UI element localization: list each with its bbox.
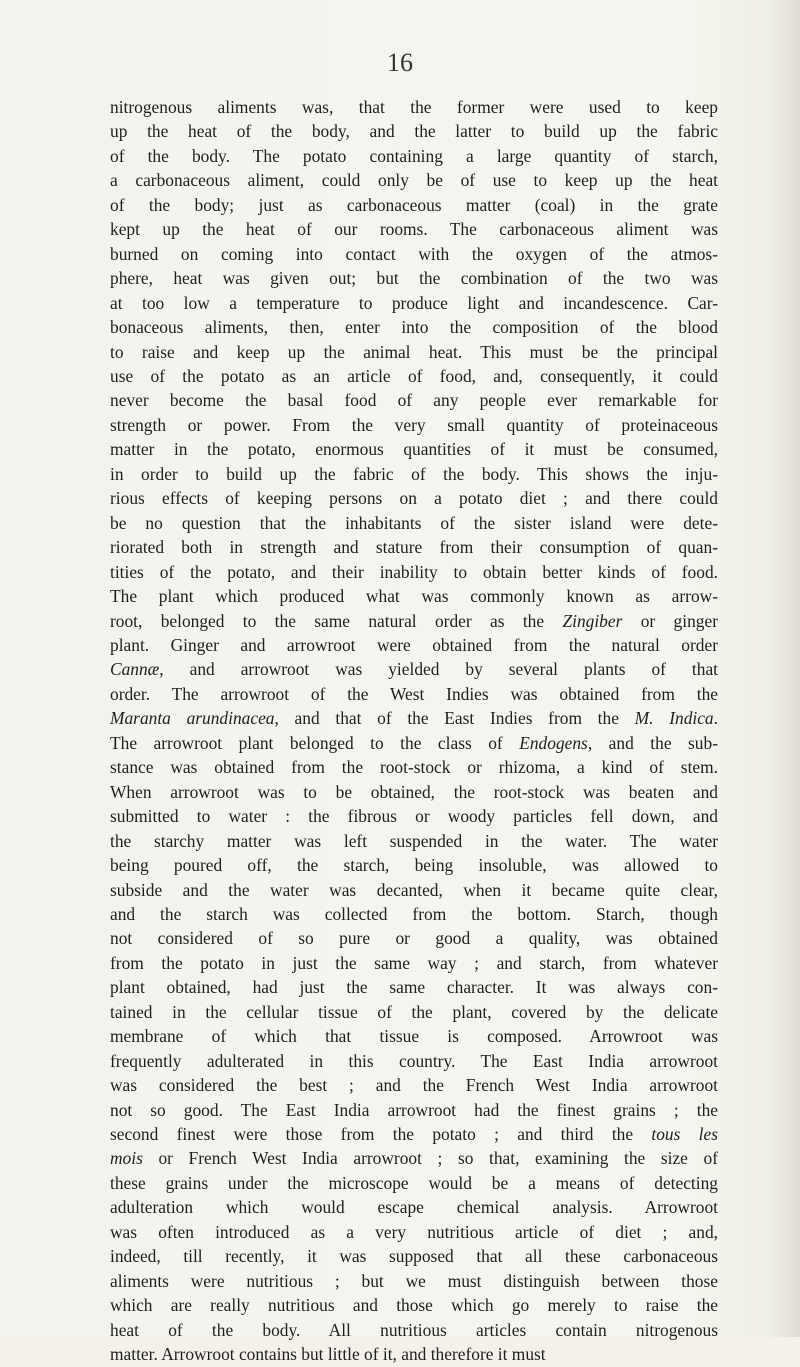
text-segment: these grains under the microscope would be a means of detecting	[110, 1172, 718, 1193]
text-line	[110, 119, 718, 143]
text-segment: be no question that the inhabitants of the sister island were dete-	[110, 512, 718, 533]
text-segment: in order to build up the fabric of the body. This shows the inju-	[110, 463, 718, 484]
text-segment: was considered the best ; and the French West India arrowroot	[110, 1075, 718, 1096]
text-segment: being poured off, the starch, being insoluble, was allowed to	[110, 855, 718, 876]
text-segment: phere, heat was given out; but the combination of the two was	[110, 268, 718, 289]
text-line	[110, 388, 718, 412]
text-line	[110, 193, 718, 217]
text-line	[110, 291, 718, 315]
text-line	[110, 266, 718, 290]
text-line	[110, 315, 718, 339]
text-segment: strength or power. From the very small quantity of proteinaceous	[110, 414, 718, 435]
text-segment: adulteration which would escape chemical analysis. Arrowroot	[110, 1197, 718, 1218]
text-line	[110, 560, 718, 584]
text-segment: tities of the potato, and their inability to obtain better kinds of food.	[110, 561, 718, 582]
text-line	[110, 853, 718, 877]
text-segment: submitted to water : the fibrous or woody particles fell down, and	[110, 806, 718, 827]
text-segment: riorated both in strength and stature from their consumption of quan-	[110, 537, 718, 558]
text-line	[110, 535, 718, 559]
text-line	[110, 486, 718, 510]
text-segment: , and that of the East Indies from the	[274, 708, 635, 729]
text-line	[110, 682, 718, 706]
text-line	[110, 975, 718, 999]
text-line	[110, 340, 718, 364]
text-segment: , and the sub-	[587, 732, 718, 753]
text-segment: root, belonged to the same natural order as the	[110, 610, 563, 631]
text-segment: matter in the potato, enormous quantities of it must be consumed,	[110, 439, 718, 460]
text-segment: or French West India arrowroot ; so that, examining the size of	[142, 1148, 718, 1169]
text-segment: plant. Ginger and arrowroot were obtained from the natural order	[110, 634, 718, 655]
text-segment: When arrowroot was to be obtained, the root-stock was beaten and	[110, 781, 718, 802]
text-segment: stance was obtained from the root-stock or rhizoma, a kind of stem.	[110, 757, 718, 778]
text-line	[110, 364, 718, 388]
text-segment: which are really nutritious and those which go merely to raise the	[110, 1295, 718, 1316]
text-line	[110, 926, 718, 950]
text-segment: The plant which produced what was commonly known as arrow-	[110, 586, 718, 607]
text-line	[110, 1318, 718, 1342]
text-segment: aliments were nutritious ; but we must distinguish between those	[110, 1270, 718, 1291]
text-segment: frequently adulterated in this country. The East India arrowroot	[110, 1050, 718, 1071]
text-line	[110, 144, 718, 168]
text-line	[110, 731, 718, 755]
text-line	[110, 1049, 718, 1073]
text-line	[110, 437, 718, 461]
text-segment: heat of the body. All nutritious articles contain nitrogenous	[110, 1319, 718, 1340]
text-line	[110, 1293, 718, 1317]
text-segment: was often introduced as a very nutritious article of diet ; and,	[110, 1221, 718, 1242]
text-segment: use of the potato as an article of food, and, consequently, it could	[110, 365, 718, 386]
text-segment: indeed, till recently, it was supposed that all these carbonaceous	[110, 1246, 718, 1267]
text-line	[110, 804, 718, 828]
italic-term: Maranta arundinacea	[110, 708, 275, 729]
text-line	[110, 609, 718, 633]
text-line	[110, 706, 718, 730]
text-line	[110, 217, 718, 241]
text-segment: tained in the cellular tissue of the plant, covered by the delicate	[110, 1001, 718, 1022]
body-text	[110, 95, 718, 1367]
text-line	[110, 1195, 718, 1219]
text-segment: up the heat of the body, and the latter to build up the fabric	[110, 121, 718, 142]
text-segment: .	[713, 708, 718, 729]
text-segment: or ginger	[622, 610, 718, 631]
text-segment: The arrowroot plant belonged to the class of	[110, 732, 520, 753]
text-segment: membrane of which that tissue is composed. Arrowroot was	[110, 1026, 718, 1047]
text-line	[110, 1342, 718, 1366]
text-line	[110, 413, 718, 437]
italic-term: Zingiber	[562, 610, 623, 631]
text-segment: never become the basal food of any people ever remarkable for	[110, 390, 718, 411]
text-segment: , and arrowroot was yielded by several plants of that	[159, 659, 718, 680]
text-line	[110, 657, 718, 681]
page-edge-shadow	[772, 0, 800, 1337]
italic-term: tous les	[651, 1124, 718, 1145]
text-line	[110, 242, 718, 266]
text-line	[110, 633, 718, 657]
text-line	[110, 1171, 718, 1195]
text-line	[110, 829, 718, 853]
text-segment: second finest were those from the potato ; and third the	[110, 1124, 652, 1145]
text-segment: burned on coming into contact with the oxygen of the atmos-	[110, 243, 718, 264]
text-segment: from the potato in just the same way ; and starch, from whatever	[110, 952, 718, 973]
text-line	[110, 168, 718, 192]
text-line	[110, 1000, 718, 1024]
text-line	[110, 1244, 718, 1268]
text-line	[110, 1122, 718, 1146]
text-line	[110, 95, 718, 119]
text-segment: and the starch was collected from the bottom. Starch, though	[110, 903, 718, 924]
text-segment: kept up the heat of our rooms. The carbonaceous aliment was	[110, 219, 718, 240]
text-segment: to raise and keep up the animal heat. This must be the principal	[110, 341, 718, 362]
text-segment: bonaceous aliments, then, enter into the composition of the blood	[110, 317, 718, 338]
italic-term: M. Indica	[634, 708, 714, 729]
text-segment: order. The arrowroot of the West Indies was obtained from the	[110, 683, 718, 704]
text-line	[110, 755, 718, 779]
text-line	[110, 1146, 718, 1170]
page-number: 16	[387, 48, 413, 77]
text-line	[110, 511, 718, 535]
text-line	[110, 1269, 718, 1293]
text-line	[110, 1024, 718, 1048]
text-line	[110, 1220, 718, 1244]
text-line	[110, 1073, 718, 1097]
text-segment: of the body; just as carbonaceous matter (coal) in the grate	[110, 194, 718, 215]
italic-term: Endogens	[519, 732, 588, 753]
text-line	[110, 951, 718, 975]
italic-term: Cannæ	[110, 659, 160, 680]
text-line	[110, 902, 718, 926]
text-segment: matter. Arrowroot contains but little of it, and therefore it must	[110, 1344, 546, 1365]
text-line	[110, 584, 718, 608]
text-segment: the starchy matter was left suspended in the water. The water	[110, 830, 718, 851]
text-segment: not so good. The East India arrowroot had the finest grains ; the	[110, 1099, 718, 1120]
italic-term: mois	[110, 1148, 143, 1169]
text-segment: subside and the water was decanted, when it became quite clear,	[110, 879, 718, 900]
text-line	[110, 1098, 718, 1122]
text-segment: rious effects of keeping persons on a potato diet ; and there could	[110, 488, 718, 509]
text-segment: nitrogenous aliments was, that the former were used to keep	[110, 97, 718, 117]
text-line	[110, 780, 718, 804]
text-segment: at too low a temperature to produce light and incandescence. Car-	[110, 292, 718, 313]
text-segment: not considered of so pure or good a quality, was obtained	[110, 928, 718, 949]
text-segment: of the body. The potato containing a large quantity of starch,	[110, 145, 718, 166]
text-line	[110, 878, 718, 902]
text-segment: a carbonaceous aliment, could only be of use to keep up the heat	[110, 170, 718, 191]
text-segment: plant obtained, had just the same character. It was always con-	[110, 977, 718, 998]
text-line	[110, 462, 718, 486]
